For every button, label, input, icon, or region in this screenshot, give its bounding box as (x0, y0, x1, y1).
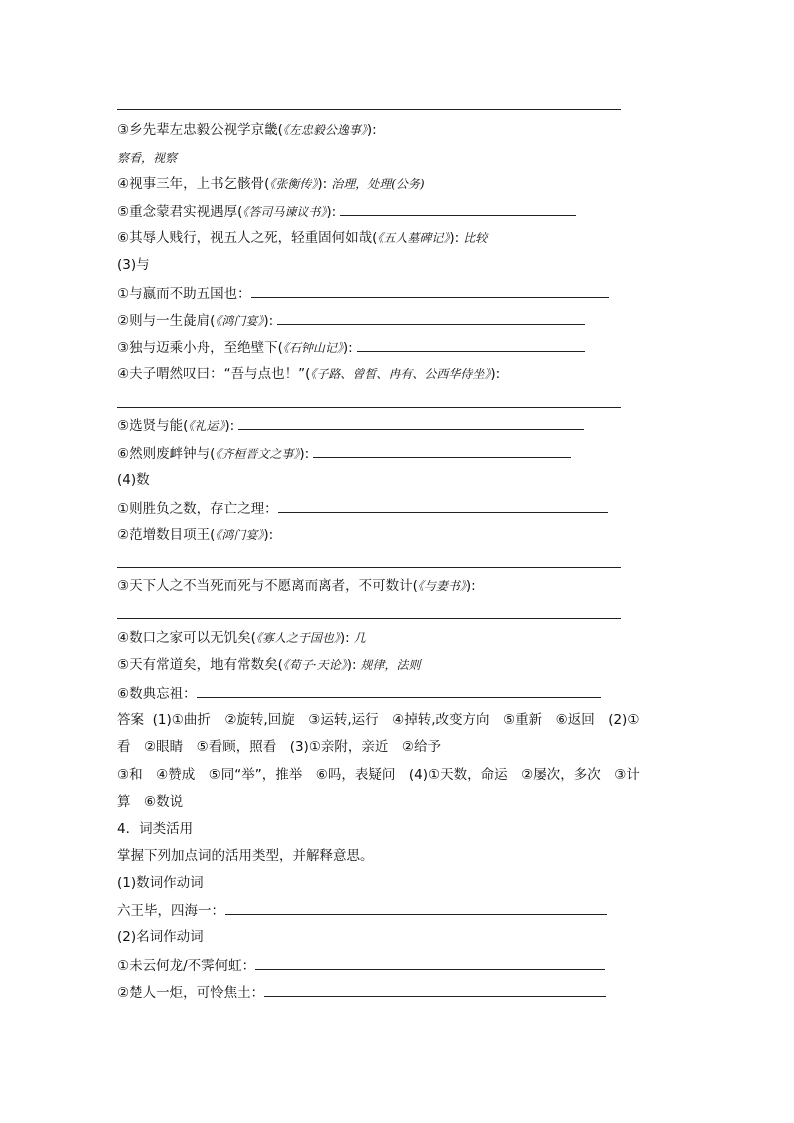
item-punct: ): (366, 122, 377, 138)
answer-blank[interactable] (225, 900, 607, 915)
answer-text: ③和 ④赞成 ⑤同“举”，推举 ⑥吗，表疑问 (4)①天数，命运 ②屡次，多次 ③计 (117, 767, 640, 783)
source-title: 《寡人之于国也》 (255, 631, 340, 645)
answer-label: 答案 (117, 712, 144, 728)
answer-blank[interactable] (277, 310, 585, 325)
answer-blank[interactable] (197, 683, 601, 698)
source-title: 《礼运》 (188, 419, 225, 433)
item-text: ⑥然则废衅钟与( (117, 446, 216, 462)
item-text: ④数口之家可以无饥矣( (117, 630, 256, 646)
item-shu-1 (117, 498, 608, 518)
item-text: ①与嬴而不助五国也： (117, 286, 251, 302)
item-text: ⑤重念蒙君实视遇厚( (117, 204, 243, 220)
source-title: 《鸿门宴》 (215, 528, 264, 542)
answer-blank[interactable] (264, 982, 606, 997)
subheading-shu (117, 470, 150, 490)
answer-rule[interactable] (117, 567, 621, 568)
item-text: ⑥数典忘祖： (117, 686, 197, 702)
answer-line-4 (117, 792, 683, 812)
given-answer: 比较 (463, 231, 488, 245)
source-title: 《石钟山记》 (282, 341, 343, 355)
item-punct: ): (224, 418, 235, 434)
answer-blank[interactable] (313, 443, 571, 458)
item-shi-3 (117, 120, 377, 140)
subheading-text: (1)数词作动词 (117, 875, 204, 891)
answer-blank[interactable] (278, 498, 608, 513)
item-punct: ): (263, 527, 274, 543)
item-noun-verb-2 (117, 982, 606, 1002)
source-title: 《鸿门宴》 (215, 314, 264, 328)
item-text: ②则与一生彘肩( (117, 313, 216, 329)
subheading-yu (117, 255, 150, 275)
item-text: ③独与迈乘小舟，至绝壁下( (117, 340, 283, 356)
source-title: 《荀子·天论》 (282, 658, 347, 672)
item-text: ②范增数目项王( (117, 527, 216, 543)
given-answer: 规律，法则 (360, 658, 421, 672)
item-shi-4 (117, 174, 425, 194)
answer-blank[interactable] (357, 337, 585, 352)
item-punct: ): (490, 366, 501, 382)
item-numeral-verb (117, 900, 607, 920)
item-text: ③乡先辈左忠毅公视学京畿( (117, 122, 283, 138)
answer-blank[interactable] (251, 283, 609, 298)
section-intro (117, 846, 374, 866)
answer-text: 算 ⑥数说 (117, 794, 184, 810)
source-title: 《左忠毅公逸事》 (282, 123, 367, 137)
subheading-numeral-verb (117, 873, 204, 893)
item-shi-6 (117, 228, 487, 248)
given-answer: 察看，视察 (117, 151, 178, 165)
item-punct: ): (339, 630, 350, 646)
item-yu-2 (117, 310, 585, 330)
item-punct: ): (299, 446, 310, 462)
item-text: ③天下人之不当死而死与不愿离而离者，不可数计( (117, 578, 418, 594)
item-text: ①则胜负之数，存亡之理： (117, 501, 278, 517)
source-title: 《与妻书》 (417, 579, 466, 593)
answer-rule[interactable] (117, 618, 621, 619)
item-text: ①未云何龙/不霁何虹： (117, 958, 256, 974)
item-shi-3-answer (117, 148, 177, 168)
item-text: 六王毕，四海一： (117, 903, 225, 919)
given-answer: 几 (353, 631, 366, 645)
item-shu-4 (117, 628, 366, 648)
item-yu-4 (117, 364, 500, 384)
section-heading (117, 819, 193, 839)
source-title: 《子路、曾皙、冉有、公西华侍坐》 (310, 367, 491, 381)
item-punct: ): (263, 313, 274, 329)
answer-text: 看 ②眼睛 ⑤看顾，照看 (3)①亲附，亲近 ②给予 (117, 739, 442, 755)
item-text: ⑤选贤与能( (117, 418, 189, 434)
answer-blank[interactable] (255, 955, 605, 970)
item-shu-6 (117, 683, 601, 703)
item-text: ④视事三年，上书乞骸骨( (117, 176, 270, 192)
item-yu-3 (117, 337, 585, 357)
item-shu-2 (117, 525, 273, 545)
item-yu-1 (117, 283, 609, 303)
source-title: 《张衡传》 (269, 177, 318, 191)
source-title: 《五人墓碑记》 (377, 231, 450, 245)
item-punct: ): (342, 340, 353, 356)
answer-blank[interactable] (238, 415, 584, 430)
item-text: ⑥其辱人贱行，视五人之死，轻重固何如哉( (117, 230, 378, 246)
item-text: ②楚人一炬，可怜焦土： (117, 985, 265, 1001)
answer-line-3 (117, 765, 683, 785)
answer-rule[interactable] (117, 407, 621, 408)
item-text: ⑤天有常道矣，地有常数矣( (117, 657, 283, 673)
item-noun-verb-1 (117, 955, 605, 975)
subheading-noun-verb (117, 927, 204, 947)
subheading-text: (4)数 (117, 472, 150, 488)
item-punct: ): (317, 176, 328, 192)
answer-rule (117, 109, 621, 110)
item-yu-6 (117, 443, 571, 463)
subheading-text: (2)名词作动词 (117, 929, 204, 945)
source-title: 《齐桓晋文之事》 (215, 447, 300, 461)
item-punct: ): (465, 578, 476, 594)
item-shu-3 (117, 576, 476, 596)
item-punct: ): (326, 204, 337, 220)
answer-text: (1)①曲折 ②旋转,回旋 ③运转,运行 ④掉转,改变方向 ⑤重新 ⑥返回 (2)① (152, 712, 640, 728)
section-heading-text: 4．词类活用 (117, 821, 194, 837)
item-shu-5 (117, 655, 421, 675)
answer-line-2 (117, 737, 683, 757)
answer-line-1 (117, 710, 683, 730)
item-yu-5 (117, 415, 584, 435)
subheading-text: (3)与 (117, 257, 150, 273)
given-answer: 治理，处理(公务) (331, 177, 425, 191)
item-text: ④夫子喟然叹曰：“吾与点也！”( (117, 366, 311, 382)
section-intro-text: 掌握下列加点词的活用类型，并解释意思。 (117, 848, 374, 864)
item-punct: ): (346, 657, 357, 673)
answer-blank[interactable] (340, 201, 576, 216)
source-title: 《答司马谏议书》 (242, 205, 327, 219)
item-punct: ): (449, 230, 460, 246)
item-shi-5 (117, 201, 576, 221)
